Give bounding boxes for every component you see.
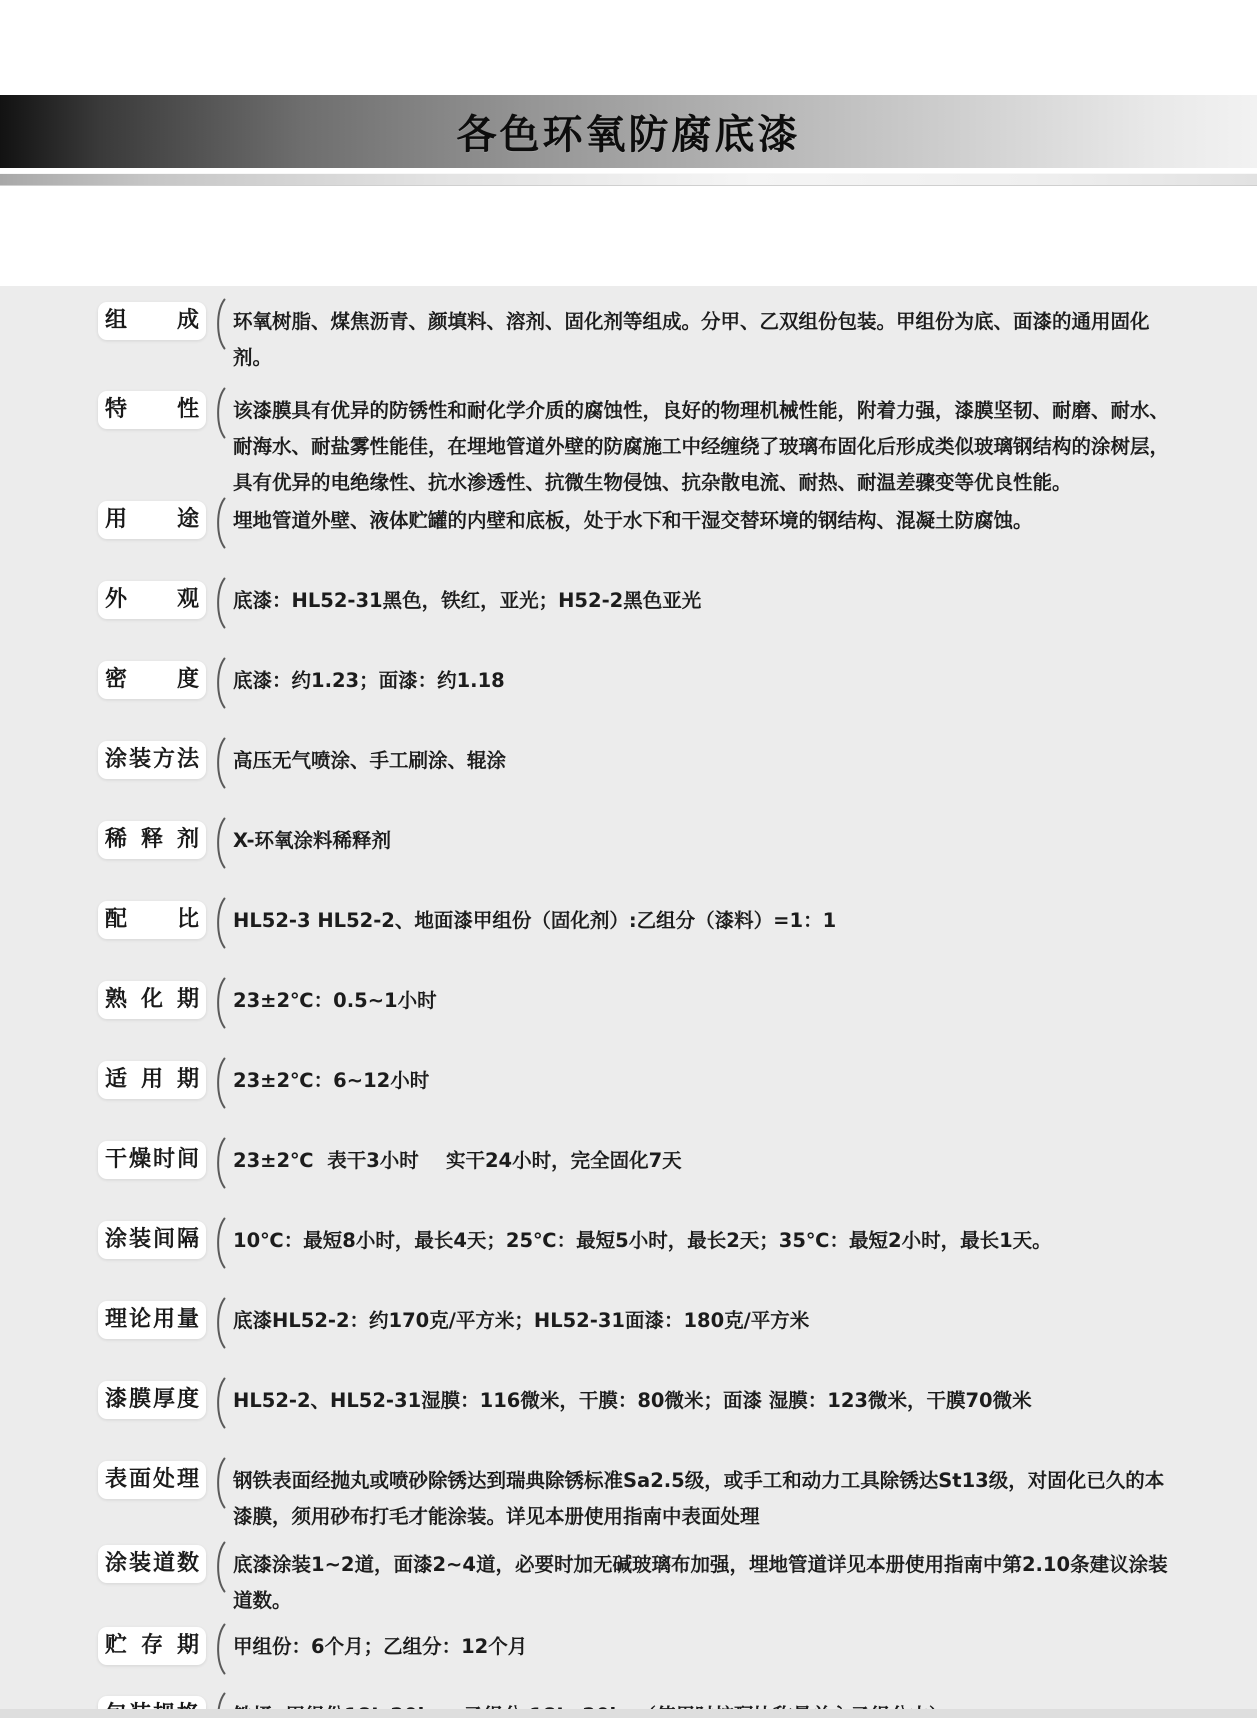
row-label: 配比 [98,901,206,939]
bracket-icon [211,897,227,949]
row-value: 23±2℃：6~12小时 [233,1069,430,1092]
spec-row-film-thickness [98,1381,1257,1429]
row-label: 稀释剂 [98,821,206,859]
bracket-icon [211,577,227,629]
row-label: 涂装道数 [98,1545,206,1583]
row-value: HL52-2、HL52-31湿膜：116微米，干膜：80微米；面漆 湿膜：123微米，干膜70微米 [233,1389,1032,1412]
bracket-icon [211,1623,227,1675]
spec-row-maturation-period [98,981,1257,1029]
row-value: 该漆膜具有优异的防锈性和耐化学介质的腐蚀性，良好的物理机械性能，附着力强，漆膜坚韧、耐磨、耐水、耐海水、耐盐雾性能佳，在埋地管道外壁的防腐施工中经缠绕了玻璃布固化后形成类似玻璃钢结构的涂树层，具有优异的电绝缘性、抗水渗透性、抗微生物侵蚀、抗杂散电流、耐热、耐温差骤变等优良性能。 [233,399,1170,494]
row-value: HL52-3 HL52-2、地面漆甲组份（固化剂）:乙组分（漆料）=1：1 [233,909,837,932]
row-label: 干燥时间 [98,1141,206,1179]
row-label: 涂装方法 [98,741,206,779]
row-label: 熟化期 [98,981,206,1019]
row-value: 底漆：约1.23；面漆：约1.18 [233,669,505,692]
spec-row-shelf-life [98,1627,1257,1675]
row-value: 钢铁表面经抛丸或喷砂除锈达到瑞典除锈标准Sa2.5级，或手工和动力工具除锈达St13级，对固化已久的本漆膜，须用砂布打毛才能涂装。详见本册使用指南中表面处理 [233,1469,1165,1528]
spec-row-pot-life [98,1061,1257,1109]
row-label: 密度 [98,661,206,699]
row-label: 贮存期 [98,1627,206,1665]
spec-row-appearance [98,581,1257,629]
spec-row-density [98,661,1257,709]
spec-row-application-method [98,741,1257,789]
row-value: 底漆HL52-2：约170克/平方米；HL52-31面漆：180克/平方米 [233,1309,810,1332]
row-value: 埋地管道外壁、液体贮罐的内壁和底板，处于水下和干湿交替环境的钢结构、混凝土防腐蚀。 [233,509,1033,532]
bracket-icon [211,657,227,709]
row-label: 理论用量 [98,1301,206,1339]
spec-row-composition [98,302,1257,376]
row-value: 高压无气喷涂、手工刷涂、辊涂 [233,749,507,772]
row-value: 23±2℃：0.5~1小时 [233,989,437,1012]
spec-row-mixing-ratio [98,901,1257,949]
bracket-icon [211,1377,227,1429]
spec-row-usage [98,501,1257,549]
page-bottom-edge [0,1709,1257,1718]
row-label: 特性 [98,391,206,429]
spec-row-characteristics [98,391,1257,501]
bracket-icon [211,1137,227,1189]
spec-table [0,286,1257,1718]
row-label: 外观 [98,581,206,619]
bracket-icon [211,387,227,439]
spec-row-number-of-coats [98,1545,1257,1619]
bracket-icon [211,737,227,789]
row-value: 底漆涂装1~2道，面漆2~4道，必要时加无碱玻璃布加强，埋地管道详见本册使用指南中第2.10条建议涂装道数。 [233,1553,1168,1612]
bracket-icon [211,1297,227,1349]
row-value: 环氧树脂、煤焦沥青、颜填料、溶剂、固化剂等组成。分甲、乙双组份包装。甲组份为底、面漆的通用固化剂。 [233,310,1150,369]
spec-row-drying-time [98,1141,1257,1189]
bracket-icon [211,1217,227,1269]
row-value: 底漆：HL52-31黑色，铁红，亚光；H52-2黑色亚光 [233,589,702,612]
bracket-icon [211,977,227,1029]
spec-row-theoretical-consumption [98,1301,1257,1349]
row-label: 适用期 [98,1061,206,1099]
row-value: 10℃：最短8小时，最长4天；25℃：最短5小时，最长2天；35℃：最短2小时，最长1天。 [233,1229,1052,1252]
row-label: 用途 [98,501,206,539]
title-banner [0,95,1257,168]
bracket-icon [211,298,227,350]
row-label: 组成 [98,302,206,340]
bracket-icon [211,817,227,869]
bracket-icon [211,497,227,549]
row-label: 漆膜厚度 [98,1381,206,1419]
row-value: 甲组份：6个月；乙组分：12个月 [233,1635,528,1658]
spec-row-surface-treatment [98,1461,1257,1535]
spacer [0,186,1257,286]
bracket-icon [211,1057,227,1109]
row-label: 涂装间隔 [98,1221,206,1259]
row-value: X-环氧涂料稀释剂 [233,829,392,852]
spec-row-recoat-interval [98,1221,1257,1269]
row-label: 表面处理 [98,1461,206,1499]
spec-row-thinner [98,821,1257,869]
row-value: 23±2℃ 表干3小时 实干24小时，完全固化7天 [233,1149,682,1172]
page-title: 各色环氧防腐底漆 [456,112,801,158]
bracket-icon [211,1457,227,1509]
bracket-icon [211,1541,227,1593]
metallic-divider [0,173,1257,186]
